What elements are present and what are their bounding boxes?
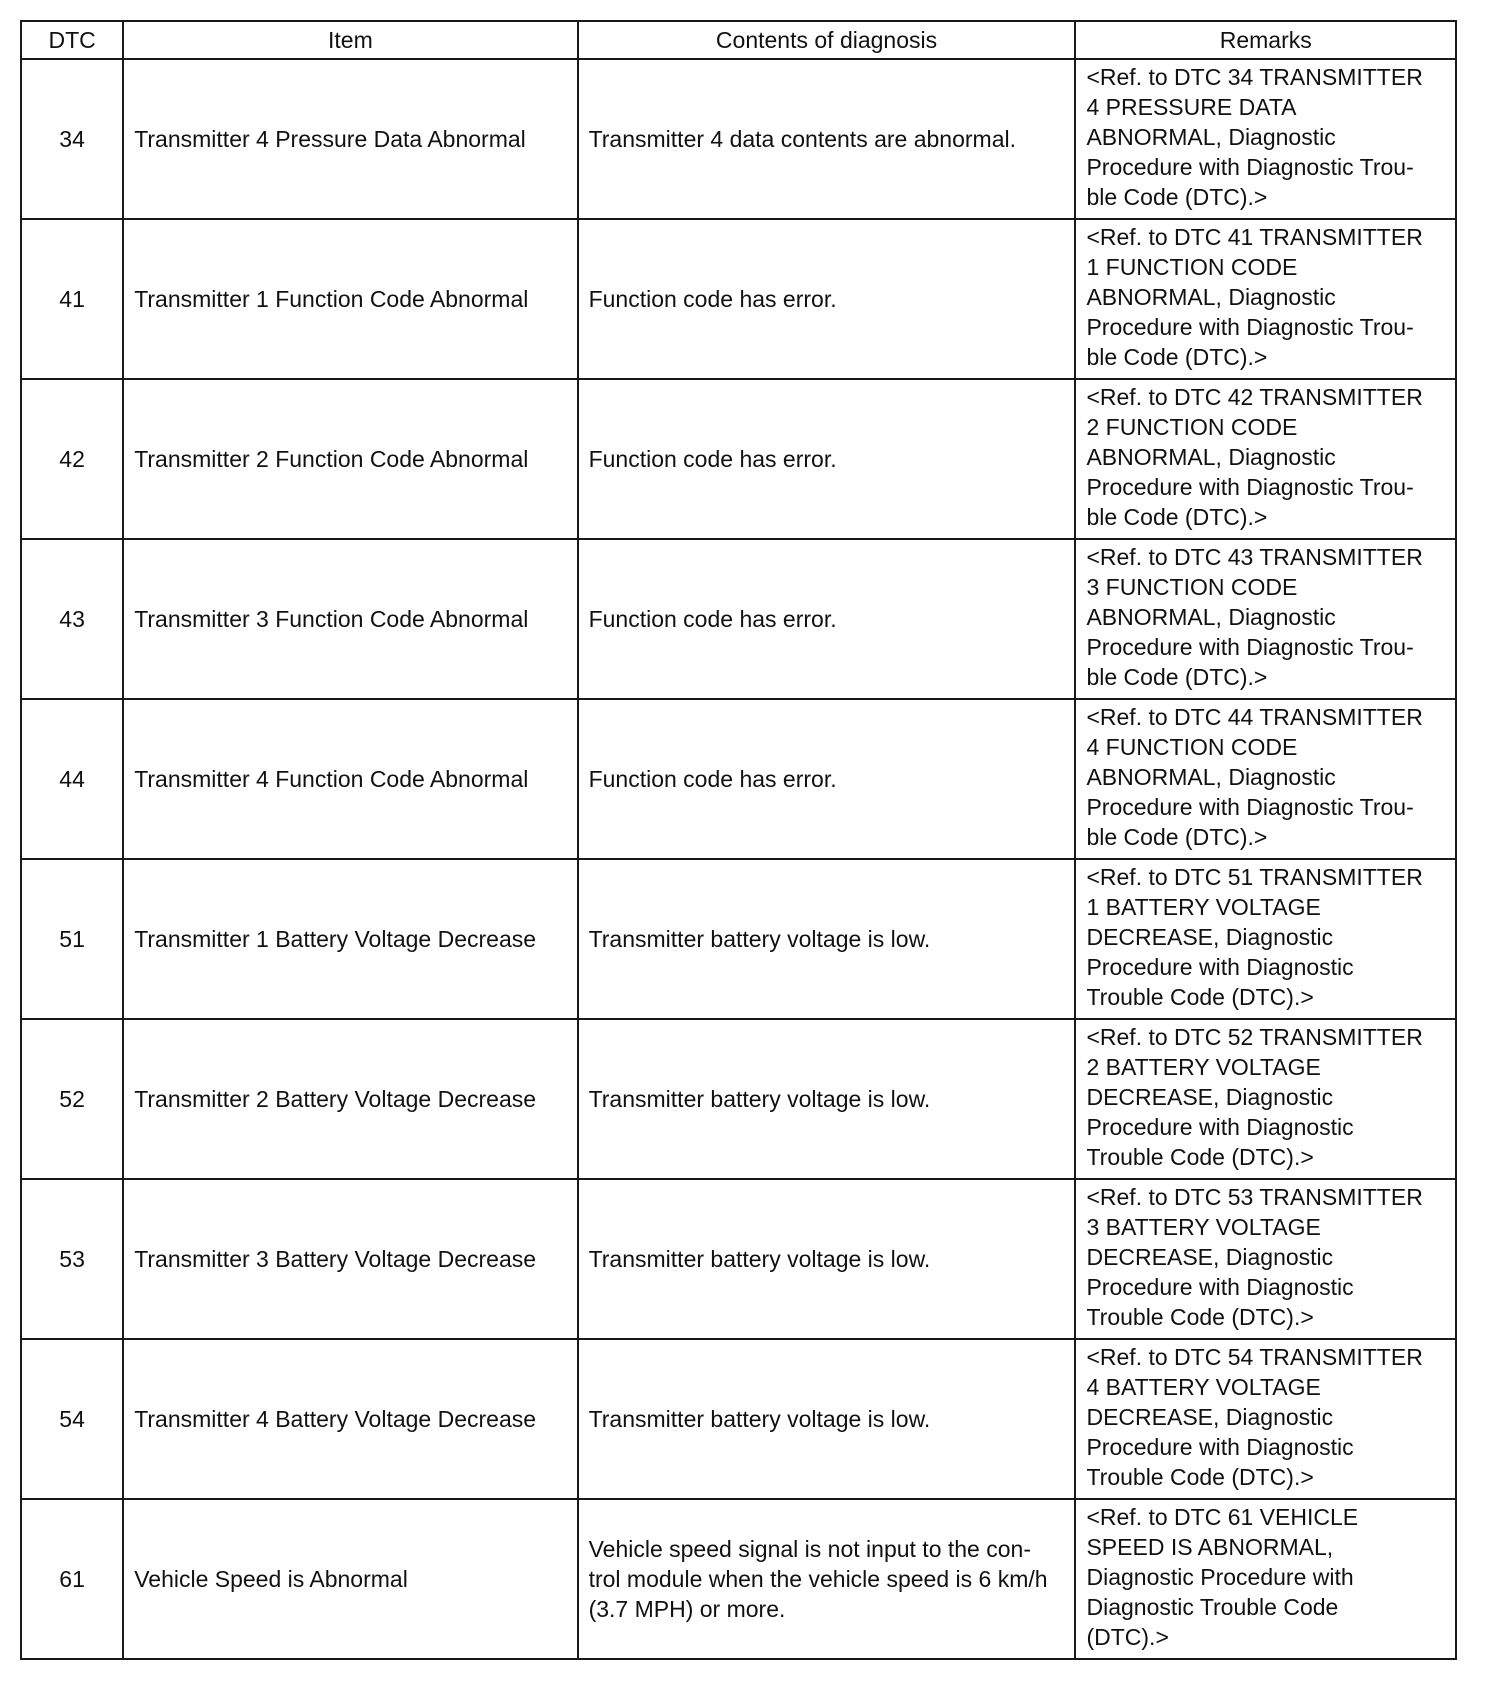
table-row — [21, 1019, 1456, 1179]
item-name: Transmitter 4 Pressure Data Abnormal — [123, 59, 577, 219]
header-row — [21, 21, 1456, 59]
table-row — [21, 539, 1456, 699]
item-name: Transmitter 3 Battery Voltage Decrease — [123, 1179, 577, 1339]
diagnosis-text: Transmitter battery voltage is low. — [588, 1406, 931, 1432]
dtc-code: 43 — [21, 539, 123, 699]
remarks-cell — [1075, 1339, 1456, 1499]
table-row — [21, 1499, 1456, 1659]
remarks-text: <Ref. to DTC 34 TRANSMITTER 4 PRESSURE DATA ABNORMAL, Diagnostic Procedure with Diagnostic Trou- ble Code (DTC).> — [1086, 64, 1423, 210]
dtc-table — [20, 20, 1457, 1660]
table-body — [21, 59, 1456, 1659]
diagnosis-text: Transmitter 4 data contents are abnormal. — [588, 126, 1016, 152]
table-row — [21, 699, 1456, 859]
table-row — [21, 1179, 1456, 1339]
diagnosis-contents — [578, 379, 1076, 539]
remarks-text: <Ref. to DTC 54 TRANSMITTER 4 BATTERY VOLTAGE DECREASE, Diagnostic Procedure with Diagnostic Trouble Code (DTC).> — [1086, 1344, 1423, 1490]
diagnosis-text: Transmitter battery voltage is low. — [588, 1246, 931, 1272]
remarks-text: <Ref. to DTC 51 TRANSMITTER 1 BATTERY VOLTAGE DECREASE, Diagnostic Procedure with Diagnostic Trouble Code (DTC).> — [1086, 864, 1423, 1010]
table-row — [21, 219, 1456, 379]
item-name: Transmitter 3 Function Code Abnormal — [123, 539, 577, 699]
diagnosis-contents — [578, 1499, 1076, 1659]
remarks-text: <Ref. to DTC 52 TRANSMITTER 2 BATTERY VOLTAGE DECREASE, Diagnostic Procedure with Diagnostic Trouble Code (DTC).> — [1086, 1024, 1423, 1170]
remarks-text: <Ref. to DTC 53 TRANSMITTER 3 BATTERY VOLTAGE DECREASE, Diagnostic Procedure with Diagnostic Trouble Code (DTC).> — [1086, 1184, 1423, 1330]
item-name: Transmitter 4 Function Code Abnormal — [123, 699, 577, 859]
diagnosis-contents — [578, 1179, 1076, 1339]
diagnosis-text: Transmitter battery voltage is low. — [588, 1086, 931, 1112]
table-row — [21, 1339, 1456, 1499]
remarks-text: <Ref. to DTC 43 TRANSMITTER 3 FUNCTION CODE ABNORMAL, Diagnostic Procedure with Diagnostic Trou- ble Code (DTC).> — [1086, 544, 1423, 690]
diagnosis-contents — [578, 859, 1076, 1019]
remarks-cell — [1075, 379, 1456, 539]
diagnosis-text: Transmitter battery voltage is low. — [588, 926, 931, 952]
diagnosis-contents — [578, 219, 1076, 379]
dtc-code: 41 — [21, 219, 123, 379]
header-remarks: Remarks — [1075, 21, 1456, 59]
header-contents: Contents of diagnosis — [578, 21, 1076, 59]
remarks-cell — [1075, 1179, 1456, 1339]
table-row — [21, 859, 1456, 1019]
item-name: Transmitter 1 Battery Voltage Decrease — [123, 859, 577, 1019]
header-dtc: DTC — [21, 21, 123, 59]
remarks-text: <Ref. to DTC 61 VEHICLE SPEED IS ABNORMAL, Diagnostic Procedure with Diagnostic Trouble Code (DTC).> — [1086, 1504, 1359, 1650]
dtc-code: 61 — [21, 1499, 123, 1659]
remarks-text: <Ref. to DTC 44 TRANSMITTER 4 FUNCTION CODE ABNORMAL, Diagnostic Procedure with Diagnostic Trou- ble Code (DTC).> — [1086, 704, 1423, 850]
remarks-text: <Ref. to DTC 41 TRANSMITTER 1 FUNCTION CODE ABNORMAL, Diagnostic Procedure with Diagnostic Trou- ble Code (DTC).> — [1086, 224, 1423, 370]
diagnosis-contents — [578, 59, 1076, 219]
diagnosis-text: Function code has error. — [588, 286, 837, 312]
diagnosis-text: Function code has error. — [588, 606, 837, 632]
diagnosis-text: Vehicle speed signal is not input to the con- trol module when the vehicle speed is 6 km/h (3.7 MPH) or more. — [588, 1536, 1048, 1622]
remarks-cell — [1075, 59, 1456, 219]
dtc-code: 51 — [21, 859, 123, 1019]
table-header — [21, 21, 1456, 59]
item-name: Transmitter 4 Battery Voltage Decrease — [123, 1339, 577, 1499]
dtc-code: 44 — [21, 699, 123, 859]
diagnosis-contents — [578, 539, 1076, 699]
header-item: Item — [123, 21, 577, 59]
dtc-code: 53 — [21, 1179, 123, 1339]
remarks-cell — [1075, 859, 1456, 1019]
diagnosis-text: Function code has error. — [588, 766, 837, 792]
item-name: Vehicle Speed is Abnormal — [123, 1499, 577, 1659]
item-name: Transmitter 2 Function Code Abnormal — [123, 379, 577, 539]
dtc-code: 34 — [21, 59, 123, 219]
diagnosis-contents — [578, 699, 1076, 859]
remarks-cell — [1075, 539, 1456, 699]
remarks-cell — [1075, 1019, 1456, 1179]
diagnosis-text: Function code has error. — [588, 446, 837, 472]
diagnosis-contents — [578, 1019, 1076, 1179]
remarks-cell — [1075, 699, 1456, 859]
table-row — [21, 59, 1456, 219]
table-row — [21, 379, 1456, 539]
item-name: Transmitter 1 Function Code Abnormal — [123, 219, 577, 379]
diagnosis-contents — [578, 1339, 1076, 1499]
dtc-code: 54 — [21, 1339, 123, 1499]
dtc-code: 52 — [21, 1019, 123, 1179]
remarks-cell — [1075, 219, 1456, 379]
remarks-cell — [1075, 1499, 1456, 1659]
dtc-code: 42 — [21, 379, 123, 539]
item-name: Transmitter 2 Battery Voltage Decrease — [123, 1019, 577, 1179]
remarks-text: <Ref. to DTC 42 TRANSMITTER 2 FUNCTION CODE ABNORMAL, Diagnostic Procedure with Diagnostic Trou- ble Code (DTC).> — [1086, 384, 1423, 530]
